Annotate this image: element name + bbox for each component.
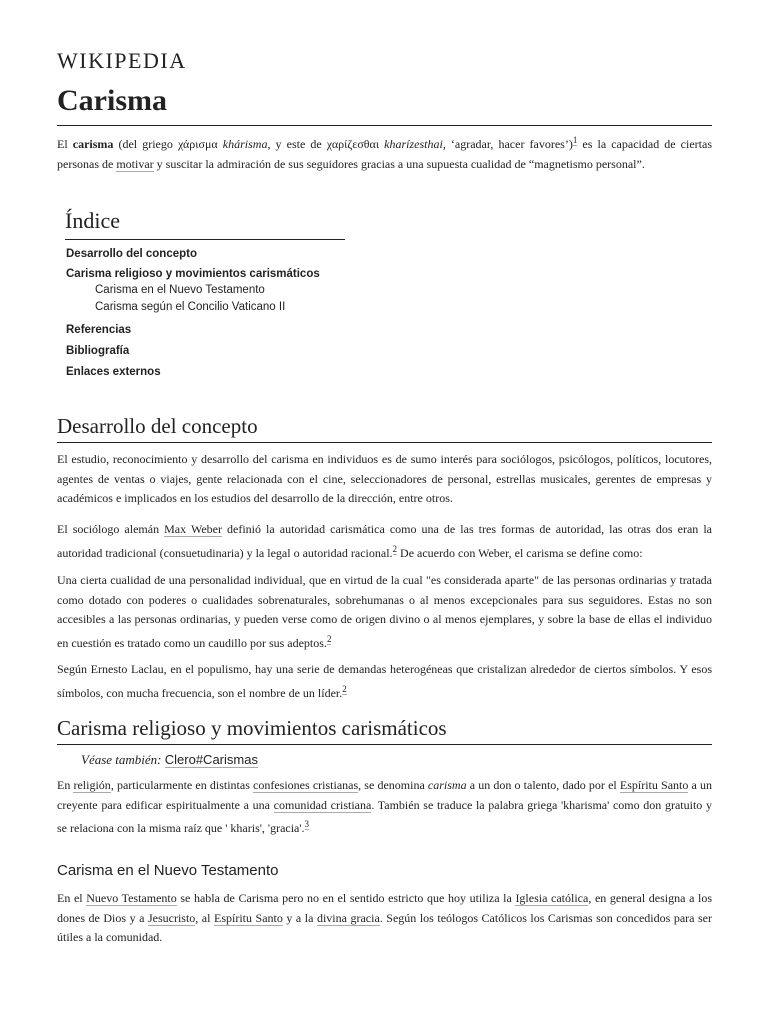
- reference-2[interactable]: 2: [392, 543, 398, 554]
- intro-paragraph: El carisma (del griego χάρισμα khárisma, y este de χαρίζεσθαι kharízesthai, ‘agradar, hacer favores’)$^1$ es la capacidad de ciertas personas de motivar y suscitar la admiración de sus seguidores gracias a una supuesta cualidad de “magnetismo personal”.: [57, 135, 712, 171]
- link-clero-carismas[interactable]: Clero#Carismas: [164, 752, 258, 767]
- paragraph: El sociólogo alemán Max Weber definió la autoridad carismática como una de las tres formas de autoridad, las otras dos eran la autoridad tradicional (consuetudinaria) y la legal o autoridad racional.$^2$ De acuerdo con Weber, el carisma se define como:: [57, 522, 712, 560]
- section-divider: [57, 442, 712, 443]
- title-divider: [57, 125, 712, 126]
- subsection-heading-nuevo-testamento: Carisma en el Nuevo Testamento: [57, 862, 279, 879]
- toc-item-carisma-religioso[interactable]: Carisma religioso y movimientos carismáticos: [66, 268, 320, 280]
- toc-item-bibliografia[interactable]: Bibliografía: [66, 345, 130, 357]
- link-iglesia-catolica[interactable]: Iglesia católica: [515, 891, 589, 905]
- link-religion[interactable]: religión: [73, 778, 111, 792]
- quote-paragraph: Una cierta cualidad de una personalidad individual, que en virtud de la cual "es considerada aparte" de las personas ordinarias y tratada como dotado con poderes o cualidades sobrenaturales, sobrehumanas o al menos excepcionales para sus seguidores. Estas no son accesibles a las personas ordinarias, y pueden verse como de origen divino o al menos ejemplares, y sobre la base de ellas el individuo en cuestión es tratado como un caudillo por sus adeptos.$^2$: [57, 573, 712, 650]
- reference-2[interactable]: 2: [342, 683, 347, 694]
- link-divina-gracia[interactable]: divina gracia: [316, 910, 380, 925]
- toc-item-nuevo-testamento[interactable]: Carisma en el Nuevo Testamento: [95, 284, 265, 296]
- page-title: Carisma: [57, 84, 167, 117]
- link-comunidad-cristiana[interactable]: comunidad cristiana: [273, 797, 372, 812]
- link-motivar[interactable]: motivar: [116, 156, 154, 171]
- section-heading-desarrollo: Desarrollo del concepto: [57, 414, 258, 438]
- toc-title: Índice: [65, 208, 120, 233]
- link-espiritu-santo[interactable]: Espíritu Santo: [214, 910, 283, 925]
- link-nuevo-testamento[interactable]: Nuevo Testamento: [86, 891, 177, 905]
- toc-divider: [65, 239, 345, 240]
- link-confesiones-cristianas[interactable]: confesiones cristianas: [253, 778, 359, 792]
- paragraph: En religión, particularmente en distintas confesiones cristianas, se denomina carisma a un don o talento, dado por el Espíritu Santo a un creyente para edificar espiritualmente a una comunidad cristiana. También se traduce la palabra griega 'kharisma' como don gratuito y se relaciona con la misma raíz que ' kharis', 'gracia'.$^3$: [57, 778, 712, 835]
- section-divider: [57, 744, 712, 745]
- reference-1[interactable]: 1: [572, 135, 578, 145]
- section-heading-carisma-religioso: Carisma religioso y movimientos carismáticos: [57, 716, 447, 740]
- toc-item-desarrollo[interactable]: Desarrollo del concepto: [66, 248, 198, 260]
- link-max-weber[interactable]: Max Weber: [164, 522, 222, 536]
- see-also-note: Véase también: Clero#Carismas: [81, 752, 258, 767]
- toc-item-enlaces[interactable]: Enlaces externos: [66, 366, 161, 378]
- paragraph: El estudio, reconocimiento y desarrollo del carisma en individuos es de sumo interés para sociólogos, psicólogos, políticos, locutores, agentes de ventas o viajes, gente relacionada con el cine, seleccionadores de personal, estrellas musicales, gerentes de empresas y académicos e implicados en los estudios del desarrollo de la dirección, entre otros.: [57, 452, 712, 505]
- reference-2[interactable]: 2: [326, 633, 332, 644]
- link-jesucristo[interactable]: Jesucristo: [147, 910, 196, 925]
- paragraph: En el Nuevo Testamento se habla de Carisma pero no en el sentido estricto que hoy utiliza la Iglesia católica, en general designa a los dones de Dios y a Jesucristo, al Espíritu Santo y a la divina gracia. Según los teólogos Católicos los Carismas son concedidos para ser útiles a la comunidad.: [57, 891, 713, 944]
- wikipedia-logo[interactable]: WIKIPEDIA: [57, 48, 187, 73]
- paragraph: Según Ernesto Laclau, en el populismo, hay una serie de demandas heterogéneas que cristalizan alrededor de ciertos símbolos. Y esos símbolos, con mucha frecuencia, son el nombre de un líder.$^2$: [57, 662, 712, 700]
- reference-3[interactable]: 3: [304, 819, 310, 829]
- toc-item-vaticano[interactable]: Carisma según el Concilio Vaticano II: [95, 301, 286, 313]
- toc-item-referencias[interactable]: Referencias: [66, 324, 132, 336]
- link-espiritu-santo[interactable]: Espíritu Santo: [619, 778, 689, 792]
